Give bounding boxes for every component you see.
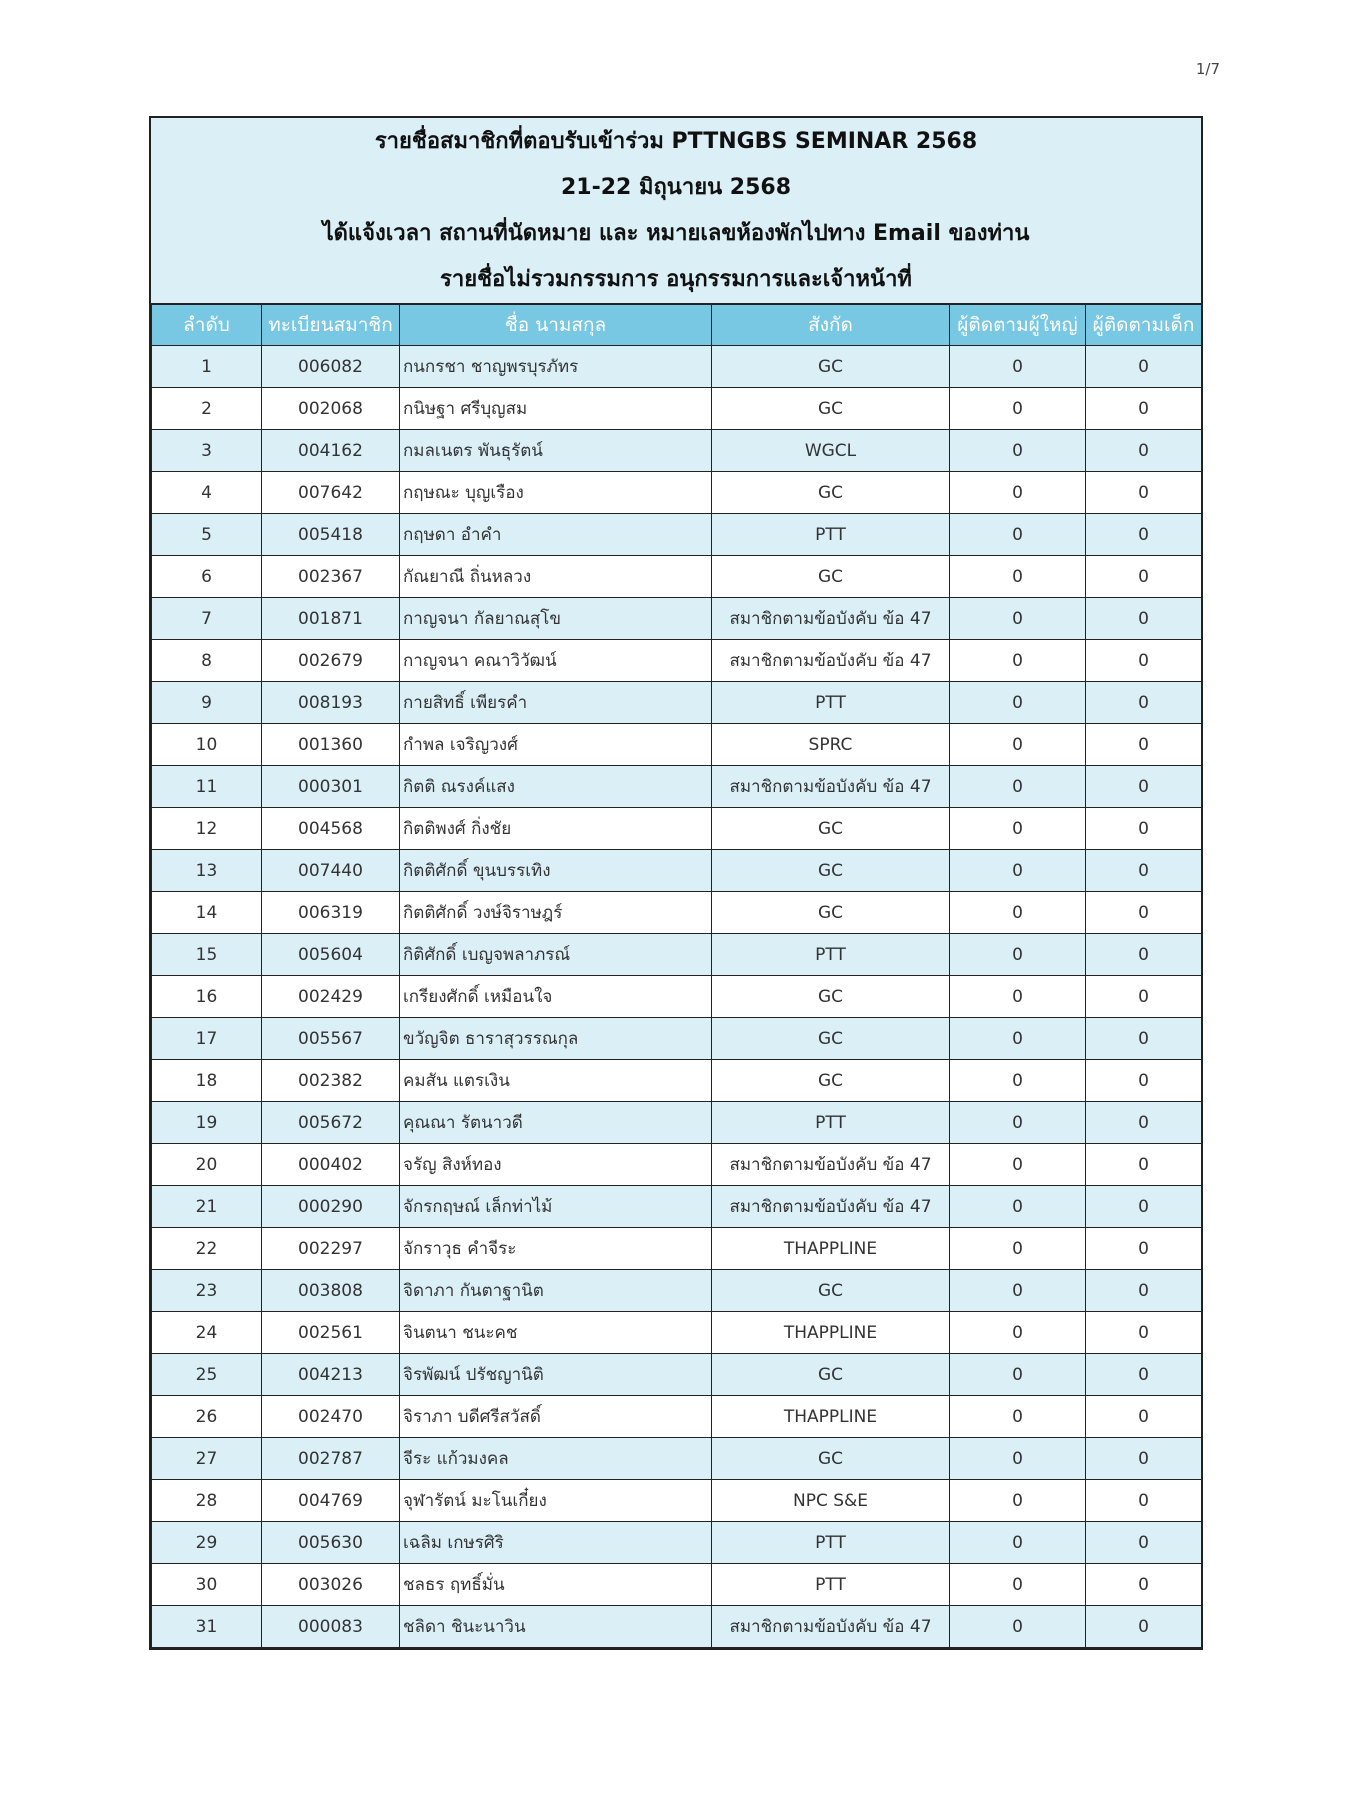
cell-name: กิตติ ณรงค์แสง (400, 766, 712, 808)
document-title: รายชื่อสมาชิกที่ตอบรับเข้าร่วม PTTNGBS SEMINAR 2568 (374, 128, 978, 154)
column-header-name: ชื่อ นามสกุล (400, 305, 712, 346)
cell-child-followers: 0 (1086, 556, 1202, 598)
cell-name: กาญจนา กัลยาณสุโข (400, 598, 712, 640)
cell-adult-followers: 0 (950, 934, 1086, 976)
table-row (152, 1438, 1202, 1480)
cell-affiliation: สมาชิกตามข้อบังคับ ข้อ 47 (712, 598, 950, 640)
cell-affiliation: THAPPLINE (712, 1396, 950, 1438)
cell-name: ขวัญจิต ธาราสุวรรณกุล (400, 1018, 712, 1060)
cell-child-followers: 0 (1086, 1018, 1202, 1060)
column-header-affiliation: สังกัด (712, 305, 950, 346)
cell-adult-followers: 0 (950, 640, 1086, 682)
cell-seq: 19 (152, 1102, 262, 1144)
cell-member-id: 003026 (262, 1564, 400, 1606)
cell-name: จินตนา ชนะคช (400, 1312, 712, 1354)
cell-adult-followers: 0 (950, 1396, 1086, 1438)
document-header (151, 118, 1201, 304)
cell-member-id: 002068 (262, 388, 400, 430)
cell-affiliation: สมาชิกตามข้อบังคับ ข้อ 47 (712, 1186, 950, 1228)
cell-adult-followers: 0 (950, 850, 1086, 892)
cell-affiliation: GC (712, 892, 950, 934)
cell-child-followers: 0 (1086, 1144, 1202, 1186)
cell-adult-followers: 0 (950, 892, 1086, 934)
cell-seq: 2 (152, 388, 262, 430)
cell-seq: 7 (152, 598, 262, 640)
cell-member-id: 005630 (262, 1522, 400, 1564)
cell-affiliation: สมาชิกตามข้อบังคับ ข้อ 47 (712, 640, 950, 682)
table-row (152, 976, 1202, 1018)
cell-affiliation: GC (712, 556, 950, 598)
table-row (152, 346, 1202, 388)
cell-seq: 24 (152, 1312, 262, 1354)
cell-affiliation: THAPPLINE (712, 1312, 950, 1354)
cell-child-followers: 0 (1086, 1354, 1202, 1396)
cell-member-id: 002297 (262, 1228, 400, 1270)
cell-name: เฉลิม เกษรศิริ (400, 1522, 712, 1564)
cell-seq: 1 (152, 346, 262, 388)
table-row (152, 1060, 1202, 1102)
cell-adult-followers: 0 (950, 346, 1086, 388)
cell-adult-followers: 0 (950, 1312, 1086, 1354)
cell-name: กัณยาณี ถิ่นหลวง (400, 556, 712, 598)
cell-member-id: 000083 (262, 1606, 400, 1648)
cell-affiliation: PTT (712, 1102, 950, 1144)
cell-child-followers: 0 (1086, 640, 1202, 682)
cell-affiliation: PTT (712, 1522, 950, 1564)
cell-name: กิติศักดิ์ เบญจพลาภรณ์ (400, 934, 712, 976)
cell-seq: 18 (152, 1060, 262, 1102)
table-row (152, 1228, 1202, 1270)
cell-adult-followers: 0 (950, 1438, 1086, 1480)
cell-affiliation: สมาชิกตามข้อบังคับ ข้อ 47 (712, 1606, 950, 1648)
cell-seq: 31 (152, 1606, 262, 1648)
cell-adult-followers: 0 (950, 1522, 1086, 1564)
cell-seq: 29 (152, 1522, 262, 1564)
cell-adult-followers: 0 (950, 388, 1086, 430)
cell-child-followers: 0 (1086, 1060, 1202, 1102)
cell-child-followers: 0 (1086, 808, 1202, 850)
cell-seq: 22 (152, 1228, 262, 1270)
cell-name: กมลเนตร พันธุรัตน์ (400, 430, 712, 472)
cell-member-id: 002382 (262, 1060, 400, 1102)
cell-child-followers: 0 (1086, 1564, 1202, 1606)
cell-child-followers: 0 (1086, 430, 1202, 472)
cell-name: กฤษดา อำคำ (400, 514, 712, 556)
cell-seq: 6 (152, 556, 262, 598)
table-row (152, 598, 1202, 640)
exclusion-note: รายชื่อไม่รวมกรรมการ อนุกรรมการและเจ้าหน้าที่ (440, 266, 912, 292)
table-row (152, 892, 1202, 934)
cell-name: จุฬารัตน์ มะโนเกี๋ยง (400, 1480, 712, 1522)
cell-name: จีระ แก้วมงคล (400, 1438, 712, 1480)
cell-name: เกรียงศักดิ์ เหมือนใจ (400, 976, 712, 1018)
table-row (152, 1186, 1202, 1228)
table-row (152, 1522, 1202, 1564)
table-row (152, 640, 1202, 682)
cell-adult-followers: 0 (950, 1606, 1086, 1648)
cell-child-followers: 0 (1086, 1396, 1202, 1438)
cell-affiliation: SPRC (712, 724, 950, 766)
cell-seq: 10 (152, 724, 262, 766)
cell-affiliation: GC (712, 850, 950, 892)
cell-adult-followers: 0 (950, 598, 1086, 640)
table-row (152, 1480, 1202, 1522)
cell-member-id: 004162 (262, 430, 400, 472)
cell-seq: 30 (152, 1564, 262, 1606)
cell-child-followers: 0 (1086, 766, 1202, 808)
cell-adult-followers: 0 (950, 472, 1086, 514)
table-row (152, 1564, 1202, 1606)
cell-adult-followers: 0 (950, 682, 1086, 724)
cell-seq: 11 (152, 766, 262, 808)
table-row (152, 1312, 1202, 1354)
table-row (152, 934, 1202, 976)
cell-member-id: 005604 (262, 934, 400, 976)
cell-seq: 16 (152, 976, 262, 1018)
table-row (152, 1354, 1202, 1396)
cell-affiliation: PTT (712, 1564, 950, 1606)
cell-name: ชลิดา ชินะนาวิน (400, 1606, 712, 1648)
cell-name: กิตติพงศ์ กิ่งชัย (400, 808, 712, 850)
cell-child-followers: 0 (1086, 346, 1202, 388)
cell-child-followers: 0 (1086, 724, 1202, 766)
cell-seq: 14 (152, 892, 262, 934)
table-row (152, 1018, 1202, 1060)
cell-seq: 13 (152, 850, 262, 892)
cell-seq: 21 (152, 1186, 262, 1228)
cell-adult-followers: 0 (950, 514, 1086, 556)
cell-seq: 20 (152, 1144, 262, 1186)
cell-child-followers: 0 (1086, 850, 1202, 892)
cell-member-id: 004769 (262, 1480, 400, 1522)
cell-member-id: 006082 (262, 346, 400, 388)
column-header-adult-followers: ผู้ติดตามผู้ใหญ่ (950, 305, 1086, 346)
cell-child-followers: 0 (1086, 472, 1202, 514)
cell-affiliation: GC (712, 1270, 950, 1312)
cell-adult-followers: 0 (950, 1564, 1086, 1606)
cell-adult-followers: 0 (950, 1228, 1086, 1270)
cell-adult-followers: 0 (950, 1060, 1086, 1102)
cell-child-followers: 0 (1086, 1438, 1202, 1480)
cell-member-id: 002429 (262, 976, 400, 1018)
cell-member-id: 006319 (262, 892, 400, 934)
cell-child-followers: 0 (1086, 1102, 1202, 1144)
cell-child-followers: 0 (1086, 892, 1202, 934)
cell-child-followers: 0 (1086, 976, 1202, 1018)
cell-affiliation: GC (712, 976, 950, 1018)
cell-seq: 28 (152, 1480, 262, 1522)
cell-member-id: 002470 (262, 1396, 400, 1438)
cell-name: กิตติศักดิ์ ขุนบรรเทิง (400, 850, 712, 892)
cell-child-followers: 0 (1086, 682, 1202, 724)
table-row (152, 850, 1202, 892)
cell-child-followers: 0 (1086, 1228, 1202, 1270)
cell-adult-followers: 0 (950, 1354, 1086, 1396)
table-row (152, 514, 1202, 556)
member-table (151, 304, 1202, 1648)
table-row (152, 808, 1202, 850)
cell-seq: 27 (152, 1438, 262, 1480)
table-row (152, 724, 1202, 766)
cell-name: คุณณา รัตนาวดี (400, 1102, 712, 1144)
cell-member-id: 001360 (262, 724, 400, 766)
cell-adult-followers: 0 (950, 1270, 1086, 1312)
table-row (152, 766, 1202, 808)
cell-adult-followers: 0 (950, 1102, 1086, 1144)
cell-member-id: 000402 (262, 1144, 400, 1186)
cell-member-id: 000301 (262, 766, 400, 808)
cell-affiliation: THAPPLINE (712, 1228, 950, 1270)
cell-child-followers: 0 (1086, 934, 1202, 976)
cell-member-id: 008193 (262, 682, 400, 724)
cell-name: กฤษณะ บุญเรือง (400, 472, 712, 514)
cell-affiliation: สมาชิกตามข้อบังคับ ข้อ 47 (712, 1144, 950, 1186)
cell-affiliation: NPC S&E (712, 1480, 950, 1522)
cell-seq: 8 (152, 640, 262, 682)
cell-member-id: 005418 (262, 514, 400, 556)
cell-member-id: 007642 (262, 472, 400, 514)
table-row (152, 472, 1202, 514)
cell-name: จิดาภา กันตาฐานิต (400, 1270, 712, 1312)
table-row (152, 1396, 1202, 1438)
cell-name: จิราภา บดีศรีสวัสดิ์ (400, 1396, 712, 1438)
cell-child-followers: 0 (1086, 514, 1202, 556)
cell-member-id: 007440 (262, 850, 400, 892)
cell-adult-followers: 0 (950, 1480, 1086, 1522)
cell-adult-followers: 0 (950, 556, 1086, 598)
cell-name: จักรกฤษณ์ เล็กท่าไม้ (400, 1186, 712, 1228)
cell-seq: 15 (152, 934, 262, 976)
cell-child-followers: 0 (1086, 1270, 1202, 1312)
table-row (152, 388, 1202, 430)
cell-seq: 25 (152, 1354, 262, 1396)
cell-adult-followers: 0 (950, 724, 1086, 766)
event-date: 21-22 มิถุนายน 2568 (560, 174, 792, 200)
cell-adult-followers: 0 (950, 430, 1086, 472)
cell-name: จักราวุธ คำจีระ (400, 1228, 712, 1270)
cell-seq: 23 (152, 1270, 262, 1312)
cell-member-id: 003808 (262, 1270, 400, 1312)
table-row (152, 1144, 1202, 1186)
table-row (152, 1102, 1202, 1144)
cell-member-id: 001871 (262, 598, 400, 640)
cell-adult-followers: 0 (950, 766, 1086, 808)
cell-name: จรัญ สิงห์ทอง (400, 1144, 712, 1186)
cell-seq: 4 (152, 472, 262, 514)
table-row (152, 1606, 1202, 1648)
cell-member-id: 000290 (262, 1186, 400, 1228)
cell-affiliation: GC (712, 1354, 950, 1396)
email-notice: ได้แจ้งเวลา สถานที่นัดหมาย และ หมายเลขห้องพักไปทาง Email ของท่าน (322, 220, 1030, 246)
cell-child-followers: 0 (1086, 1522, 1202, 1564)
column-header-seq: ลำดับ (152, 305, 262, 346)
column-header-member-id: ทะเบียนสมาชิก (262, 305, 400, 346)
table-row (152, 430, 1202, 472)
cell-adult-followers: 0 (950, 1144, 1086, 1186)
member-list-sheet (149, 116, 1203, 1650)
cell-member-id: 004568 (262, 808, 400, 850)
cell-member-id: 005567 (262, 1018, 400, 1060)
cell-affiliation: PTT (712, 934, 950, 976)
cell-affiliation: GC (712, 388, 950, 430)
cell-child-followers: 0 (1086, 1606, 1202, 1648)
page-number: 1/7 (1195, 60, 1220, 78)
cell-member-id: 002561 (262, 1312, 400, 1354)
cell-seq: 26 (152, 1396, 262, 1438)
cell-affiliation: GC (712, 1438, 950, 1480)
cell-member-id: 002787 (262, 1438, 400, 1480)
cell-affiliation: GC (712, 1018, 950, 1060)
cell-affiliation: สมาชิกตามข้อบังคับ ข้อ 47 (712, 766, 950, 808)
cell-child-followers: 0 (1086, 388, 1202, 430)
cell-affiliation: GC (712, 472, 950, 514)
cell-affiliation: PTT (712, 514, 950, 556)
cell-member-id: 002679 (262, 640, 400, 682)
cell-member-id: 005672 (262, 1102, 400, 1144)
cell-seq: 5 (152, 514, 262, 556)
cell-member-id: 004213 (262, 1354, 400, 1396)
cell-name: กิตติศักดิ์ วงษ์จิราษฎร์ (400, 892, 712, 934)
cell-affiliation: GC (712, 808, 950, 850)
table-row (152, 556, 1202, 598)
cell-seq: 17 (152, 1018, 262, 1060)
cell-member-id: 002367 (262, 556, 400, 598)
table-row (152, 682, 1202, 724)
cell-seq: 9 (152, 682, 262, 724)
cell-affiliation: PTT (712, 682, 950, 724)
cell-name: กนกรชา ชาญพรบุรภัทร (400, 346, 712, 388)
table-header-row (152, 305, 1202, 346)
cell-child-followers: 0 (1086, 1480, 1202, 1522)
column-header-child-followers: ผู้ติดตามเด็ก (1086, 305, 1202, 346)
cell-name: กนิษฐา ศรีบุญสม (400, 388, 712, 430)
cell-adult-followers: 0 (950, 976, 1086, 1018)
cell-name: กายสิทธิ์ เพียรคำ (400, 682, 712, 724)
cell-affiliation: WGCL (712, 430, 950, 472)
cell-seq: 3 (152, 430, 262, 472)
cell-name: จิรพัฒน์ ปรัชญานิติ (400, 1354, 712, 1396)
cell-affiliation: GC (712, 1060, 950, 1102)
cell-seq: 12 (152, 808, 262, 850)
cell-child-followers: 0 (1086, 1186, 1202, 1228)
cell-child-followers: 0 (1086, 1312, 1202, 1354)
cell-adult-followers: 0 (950, 1018, 1086, 1060)
cell-adult-followers: 0 (950, 1186, 1086, 1228)
cell-name: กำพล เจริญวงศ์ (400, 724, 712, 766)
cell-name: คมสัน แตรเงิน (400, 1060, 712, 1102)
table-row (152, 1270, 1202, 1312)
cell-name: ชลธร ฤทธิ์มั่น (400, 1564, 712, 1606)
cell-name: กาญจนา คณาวิวัฒน์ (400, 640, 712, 682)
cell-child-followers: 0 (1086, 598, 1202, 640)
cell-adult-followers: 0 (950, 808, 1086, 850)
cell-affiliation: GC (712, 346, 950, 388)
